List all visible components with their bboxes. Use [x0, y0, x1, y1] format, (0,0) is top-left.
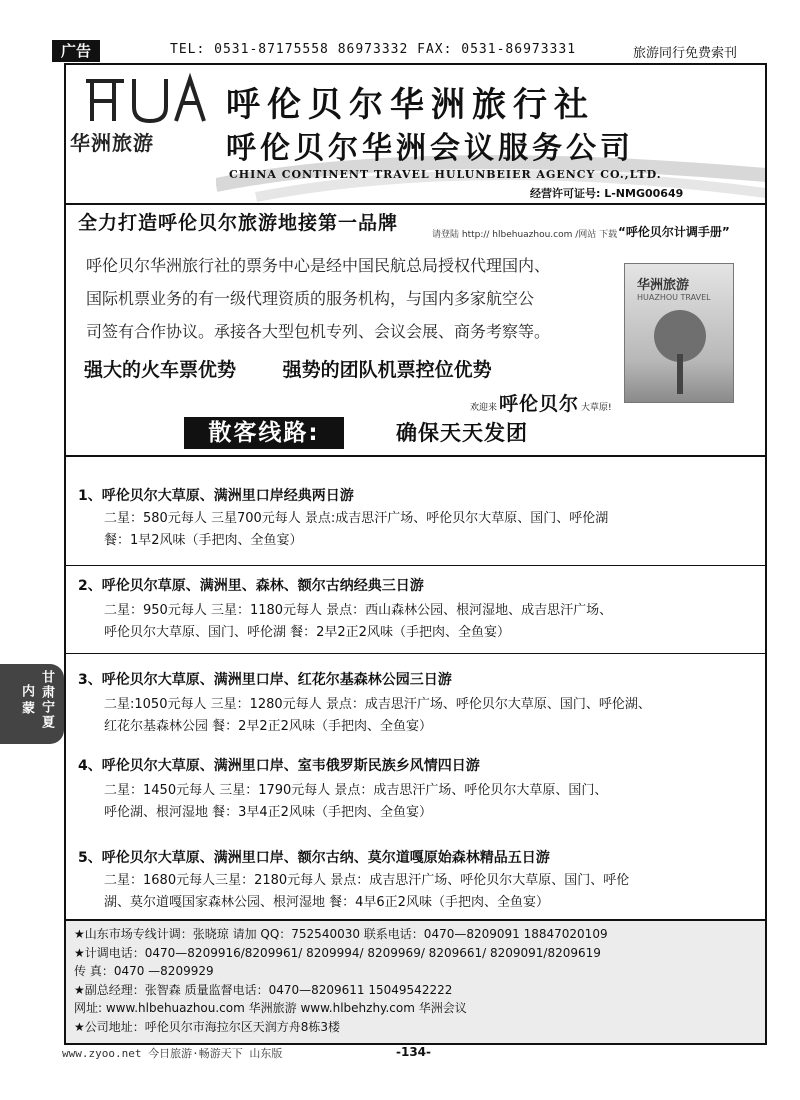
welcome-post: 大草原!	[581, 403, 612, 413]
manual-book-cover	[624, 263, 734, 403]
route-banner	[66, 417, 765, 455]
intro-line: 国际机票业务的有一级代理资质的服务机构，与国内多家航空公	[86, 289, 535, 308]
intro-paragraph	[86, 249, 616, 348]
slogan: 全力打造呼伦贝尔旅游地接第一品牌	[78, 212, 399, 234]
route-line: 二星：950元每人 三星：1180元每人 景点：西山森林公园、根河湿地、成吉思汗广场、	[104, 603, 613, 618]
ad-tag: 广告	[52, 40, 100, 62]
tree-icon	[625, 304, 735, 404]
region-side-tab	[0, 664, 64, 744]
hua-logo-icon	[80, 71, 210, 127]
intro-section	[66, 205, 765, 455]
route-line: 红花尔基森林公园 餐：2早2正2风味（手把肉、全鱼宴）	[104, 719, 432, 734]
routes-section	[66, 455, 765, 919]
footer-line: ★山东市场专线计调：张晓琼 请加 QQ：752540030 联系电话：0470—8209091 18847020109	[74, 927, 608, 941]
title-travel-agency: 呼伦贝尔华洲旅行社	[226, 85, 595, 125]
route-line: 二星：580元每人 三星700元每人 景点:成吉思汗广场、呼伦贝尔大草原、国门、呼伦湖	[104, 511, 609, 526]
route-divider	[66, 653, 765, 654]
ad-frame	[64, 63, 767, 1045]
route-title: 4、呼伦贝尔大草原、满洲里口岸、室韦俄罗斯民族乡风情四日游	[78, 758, 480, 774]
top-right-note: 旅游同行免费索刊	[633, 46, 738, 61]
route-title: 2、呼伦贝尔草原、满洲里、森林、额尔古纳经典三日游	[78, 578, 424, 594]
route-line: 餐：1早2风味（手把肉、全鱼宴）	[104, 533, 303, 548]
banner-individual-routes: 散客线路:	[184, 417, 344, 449]
top-strip	[0, 40, 800, 64]
manual-title: “呼伦贝尔计调手册”	[618, 225, 730, 239]
contact-footer	[66, 919, 765, 1043]
license-number: 经营许可证号: L-NMG00649	[530, 187, 684, 200]
top-contact: TEL: 0531-87175558 86973332 FAX: 0531-86973331	[170, 42, 577, 57]
route-line: 湖、莫尔道嘎国家森林公园、根河湿地 餐：4早6正2风味（手把肉、全鱼宴）	[104, 895, 549, 910]
footer-line: 网址: www.hlbehuazhou.com 华洲旅游 www.hlbehzhy.com 华洲会议	[74, 1001, 467, 1015]
route-line: 呼伦湖、根河湿地 餐：3早4正2风味（手把肉、全鱼宴）	[104, 805, 432, 820]
route-title: 1、呼伦贝尔大草原、满洲里口岸经典两日游	[78, 488, 354, 504]
footer-line: ★计调电话：0470—8209916/8209961/ 8209994/ 8209969/ 8209661/ 8209091/8209619	[74, 945, 601, 960]
welcome-name: 呼伦贝尔	[499, 393, 580, 415]
side-tab-region-b: 内蒙	[19, 684, 34, 718]
route-divider	[66, 565, 765, 566]
welcome-note	[470, 389, 612, 416]
intro-line: 呼伦贝尔华洲旅行社的票务中心是经中国民航总局授权代理国内、	[86, 256, 551, 275]
advantage-flight: 强势的团队机票控位优势	[282, 359, 492, 381]
header	[66, 65, 765, 205]
intro-line: 司签有合作协议。承接各大型包机专列、会议会展、商务考察等。	[86, 322, 551, 341]
route-line: 二星：1680元每人三星：2180元每人 景点：成吉思汗广场、呼伦贝尔大草原、国门、呼伦	[104, 873, 630, 888]
footer-line: ★公司地址：呼伦贝尔市海拉尔区天润方舟8栋3楼	[74, 1019, 341, 1034]
side-tab-region-a: 甘肃宁夏	[39, 670, 54, 730]
route-title: 5、呼伦贝尔大草原、满洲里口岸、额尔古纳、莫尔道嘎原始森林精品五日游	[78, 850, 550, 866]
banner-daily-departure: 确保天天发团	[396, 421, 528, 445]
footer-line: ★副总经理：张智森 质量监督电话：0470—8209611 15049542222	[74, 982, 453, 997]
footer-line: 传 真：0470 —8209929	[74, 964, 214, 978]
book-logo: 华洲旅游	[637, 278, 690, 293]
route-line: 二星:1050元每人 三星：1280元每人 景点：成吉思汗广场、呼伦贝尔大草原、国门、呼伦湖、	[104, 697, 651, 712]
title-english: CHINA CONTINENT TRAVEL HULUNBEIER AGENCY CO.,LTD.	[229, 168, 662, 181]
advantage-train: 强大的火车票优势	[84, 359, 237, 381]
site-note: 请登陆 http:// hlbehuazhou.com /网站 下载	[432, 230, 618, 240]
welcome-pre: 欢迎来	[470, 403, 498, 413]
advantages	[84, 355, 532, 382]
page-number: -134-	[396, 1045, 432, 1059]
bottom-site: www.zyoo.net 今日旅游·畅游天下 山东版	[62, 1047, 283, 1060]
book-subtitle: HUAZHOU TRAVEL	[637, 293, 711, 302]
route-line: 呼伦贝尔大草原、国门、呼伦湖 餐：2早2正2风味（手把肉、全鱼宴）	[104, 625, 510, 640]
logo-name: 华洲旅游	[70, 131, 154, 155]
route-line: 二星：1450元每人 三星：1790元每人 景点：成吉思汗广场、呼伦贝尔大草原、国门、	[104, 783, 608, 798]
route-title: 3、呼伦贝尔大草原、满洲里口岸、红花尔基森林公园三日游	[78, 672, 452, 688]
title-meeting-company: 呼伦贝尔华洲会议服务公司	[226, 131, 634, 166]
